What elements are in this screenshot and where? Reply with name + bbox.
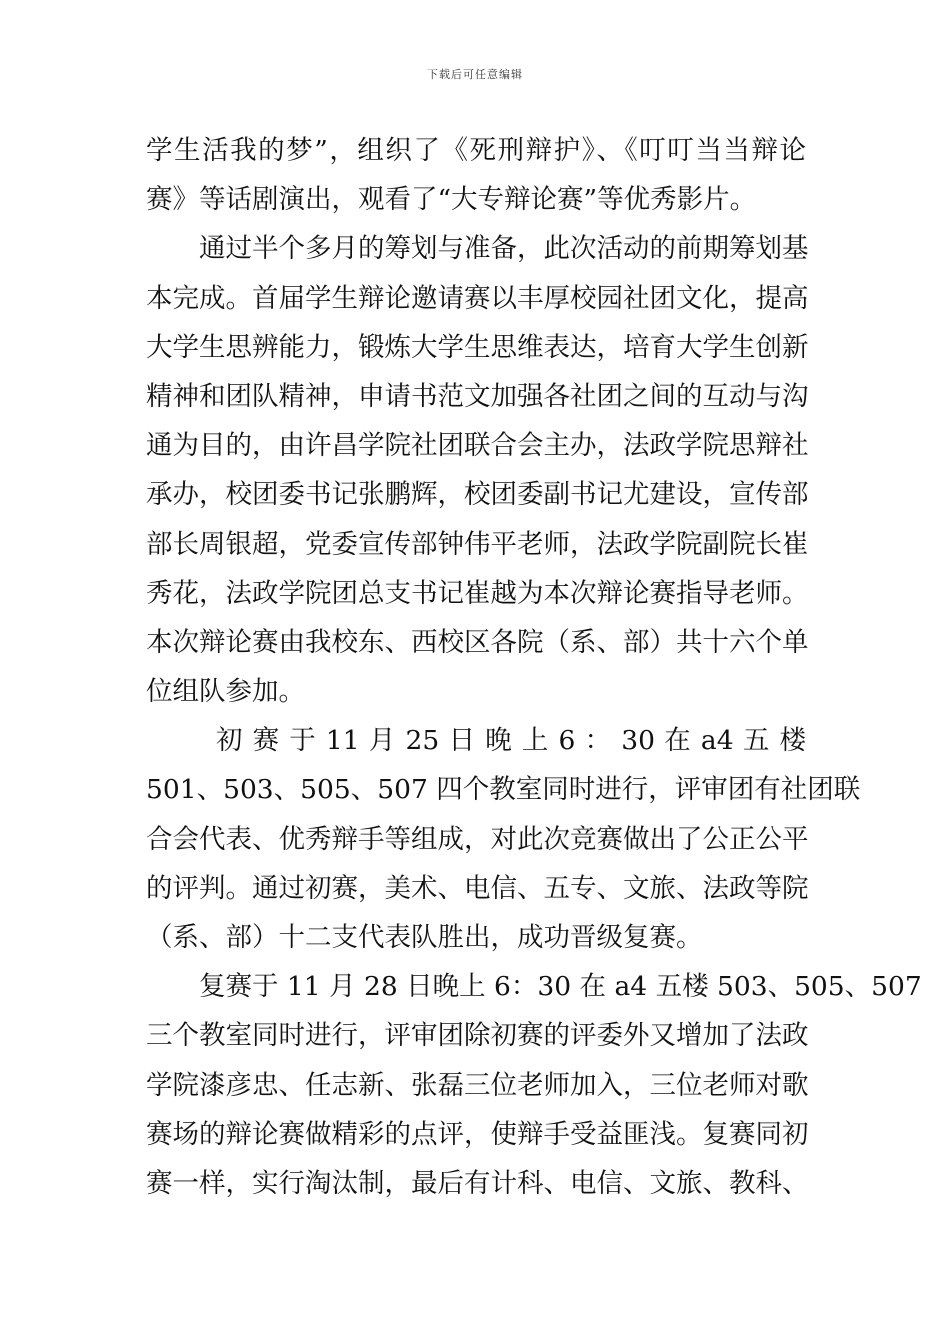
paragraph-line: 合会代表、优秀辩手等组成，对此次竞赛做出了公正公平: [146, 823, 809, 855]
paragraph-line: 大学生思辨能力，锻炼大学生思维表达，培育大学生创新: [146, 331, 809, 363]
paragraph-line: 赛》等话剧演出，观看了“大专辩论赛”等优秀影片。: [146, 184, 757, 216]
paragraph-line: 部长周银超，党委宣传部钟伟平老师，法政学院副院长崔: [146, 528, 809, 560]
page-header: 下载后可任意编辑: [427, 68, 523, 81]
paragraph-line: 501、503、505、507 四个教室同时进行，评审团有社团联: [146, 774, 861, 806]
paragraph-line: 初 赛 于 11 月 25 日 晚 上 6 ： 30 在 a4 五 楼: [216, 725, 806, 757]
paragraph-line: 秀花，法政学院团总支书记崔越为本次辩论赛指导老师。: [146, 577, 809, 609]
paragraph-line: （系、部）十二支代表队胜出，成功晋级复赛。: [146, 922, 703, 953]
paragraph-line: 承办，校团委书记张鹏辉，校团委副书记尤建设，宣传部: [146, 479, 809, 511]
paragraph-line: 赛场的辩论赛做精彩的点评，使辩手受益匪浅。复赛同初: [146, 1118, 809, 1150]
paragraph-line: 学院漆彦忠、任志新、张磊三位老师加入，三位老师对歌: [146, 1069, 809, 1101]
paragraph-line: 本完成。首届学生辩论邀请赛以丰厚校园社团文化，提高: [146, 282, 809, 314]
paragraph-line: 位组队参加。: [146, 676, 305, 708]
paragraph-line: 的评判。通过初赛，美术、电信、五专、文旅、法政等院: [146, 872, 809, 904]
paragraph-line: 通过半个多月的筹划与准备，此次活动的前期筹划基: [199, 233, 809, 265]
paragraph-line: 赛一样，实行淘汰制，最后有计科、电信、文旅、教科、: [146, 1167, 809, 1199]
document-body: [146, 126, 922, 1208]
paragraph-line: 三个教室同时进行，评审团除初赛的评委外又增加了法政: [146, 1020, 809, 1052]
paragraph-line: 学生活我的梦”，组织了《死刑辩护》、《叮叮当当辩论: [146, 135, 806, 166]
paragraph-line: 本次辩论赛由我校东、西校区各院（系、部）共十六个单: [146, 626, 809, 658]
paragraph-line: 精神和团队精神，申请书范文加强各社团之间的互动与沟: [146, 380, 809, 412]
paragraph-line: 复赛于 11 月 28 日晚上 6：30 在 a4 五楼 503、505、507: [199, 971, 922, 1003]
paragraph-line: 通为目的，由许昌学院社团联合会主办，法政学院思辩社: [146, 430, 809, 462]
